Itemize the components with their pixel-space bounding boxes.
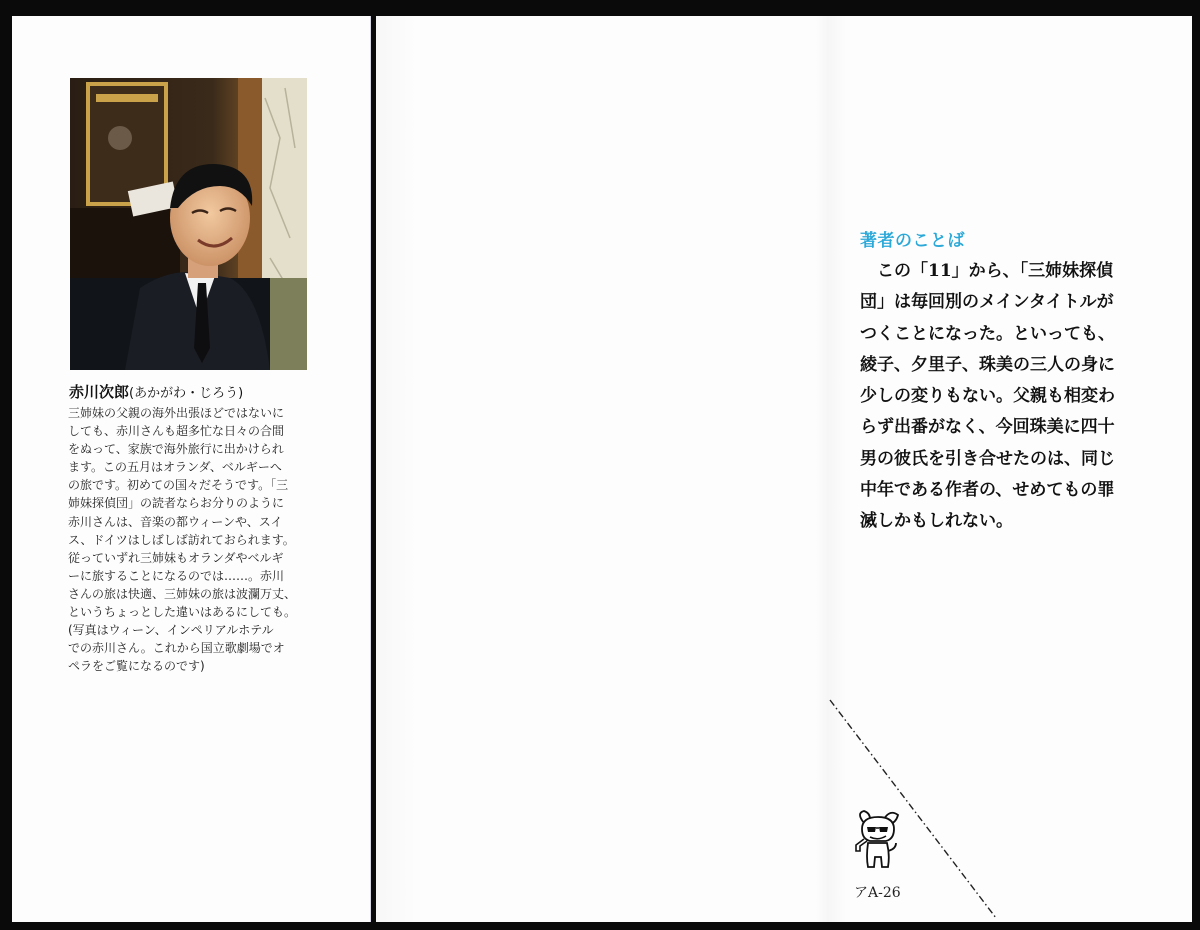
author-bio-line: 従っていずれ三姉妹もオランダやベルギ [68,550,284,565]
authors-words-line: 滅しかもしれない。 [860,511,1013,532]
right-page [376,16,1192,922]
authors-words-line: 男の彼氏を引き合せたのは、同じ [860,448,1115,469]
author-name-line [69,381,243,402]
author-name: 赤川次郎 [69,383,130,401]
author-bio-line: さんの旅は快適、三姉妹の旅は波瀾万丈、 [68,586,297,601]
author-bio-line: 三姉妹の父親の海外出張ほどではないに [68,406,285,420]
author-reading: (あかがわ・じろう) [129,386,244,401]
authors-words-line: 少しの変りもない。父親も相変わ [860,386,1115,407]
authors-words-line: 綾子、夕里子、珠美の三人の身に [860,354,1115,375]
author-bio [68,404,368,675]
author-bio-line: ペラをご覧になるのです) [68,659,205,674]
author-bio-line: をぬって、家族で海外旅行に出かけられ [68,442,284,457]
catalog-code: アA-26 [854,885,901,901]
author-bio-line: 姉妹探偵団」の読者ならお分りのように [68,496,285,511]
author-bio-line: ス、ドイツはしばしば訪れておられます。 [68,532,295,547]
left-flap [12,16,371,922]
author-photo [70,78,307,370]
authors-words-body [860,256,1160,538]
authors-words-line: この「11」から、「三姉妹探偵 [860,261,1114,281]
author-bio-line: しても、赤川さんも超多忙な日々の合間 [68,424,285,439]
author-bio-line: ーに旅することになるのでは……。赤川 [68,568,285,583]
authors-words-heading: 著者のことば [860,231,965,251]
author-bio-line: というちょっとした違いはあるにしても。 [68,605,297,620]
author-bio-line: ます。この五月はオランダ、ベルギーへ [68,460,282,475]
authors-words-line: 中年である作者の、せめてもの罪 [860,480,1115,501]
author-bio-line: 赤川さんは、音楽の都ウィーンや、スイ [68,514,283,529]
authors-words-line: らず出番がなく、今回珠美に四十 [860,417,1115,438]
authors-words-line: 団」は毎回別のメインタイトルが [860,292,1114,313]
author-bio-line: (写真はウィーン、インペリアルホテル [68,623,274,638]
cut-guide-dashed-line [826,696,1006,922]
author-photo-illustration [70,78,307,370]
dog-mascot-icon [854,809,900,879]
author-bio-line: の旅です。初めての国々だそうです。「三 [68,478,289,493]
author-bio-line: での赤川さん。これから国立歌劇場でオ [68,641,285,656]
authors-words-line: つくことになった。といっても、 [860,323,1115,344]
